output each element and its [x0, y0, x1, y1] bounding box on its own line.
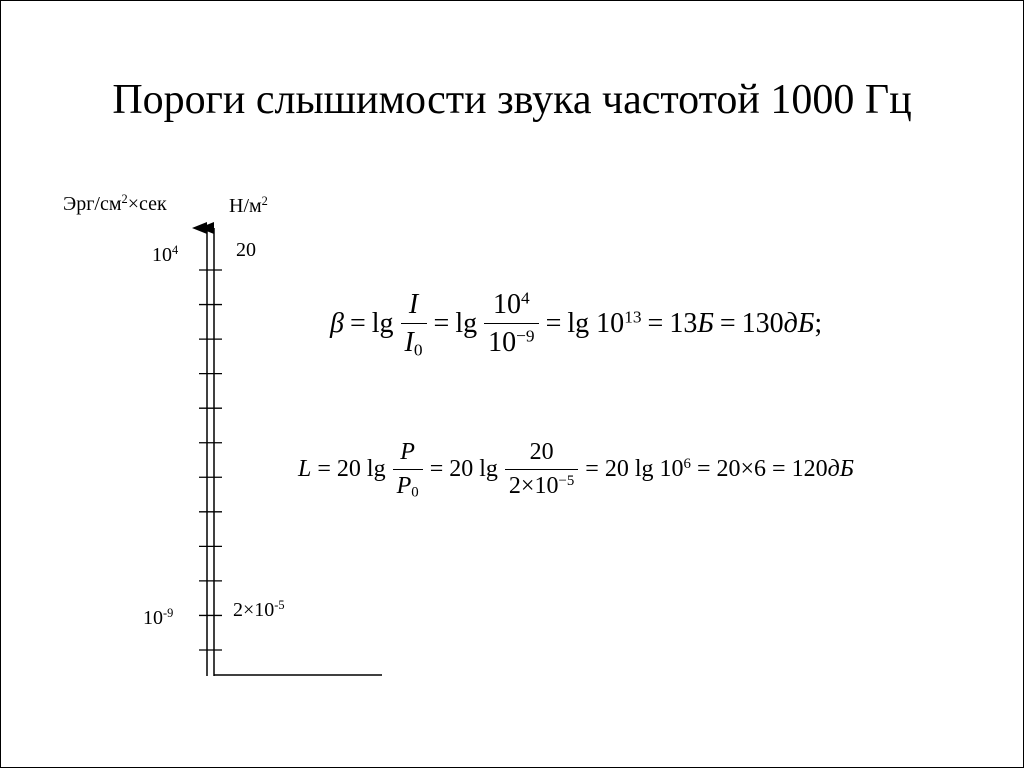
f1-semicolon: ;: [814, 307, 823, 339]
f2-eq-1: =: [317, 456, 331, 483]
f1-lg-2: lg: [455, 307, 478, 339]
beta-symbol: β: [330, 307, 344, 339]
f2-mid: 20 $\lg 10^6$: [604, 456, 691, 483]
f2-eq-5: =: [772, 456, 786, 483]
f2-denominator-value: $2\times 10^{-5}$: [505, 469, 578, 499]
f2-product: 20×6: [716, 456, 767, 483]
formula-pressure-level: [298, 440, 854, 499]
f2-eq-4: =: [696, 456, 711, 483]
f2-numerator-value: 20: [529, 439, 554, 465]
left-bottom-label-exponent: -9: [163, 606, 174, 621]
f1-eq-2: =: [433, 307, 450, 339]
f2-eq-3: =: [585, 456, 599, 483]
left-axis-unit-text: Эрг/см: [63, 193, 122, 215]
left-axis-unit-exponent: 2: [121, 192, 128, 207]
right-axis-unit-exponent: 2: [261, 194, 268, 209]
f2-decibels: 120дБ: [791, 456, 854, 483]
right-axis-unit-text: Н/м: [229, 195, 262, 217]
f1-denominator-i0: $I_0$: [401, 323, 427, 357]
f1-bels: 13Б: [669, 307, 714, 339]
f1-numerator-i: I: [408, 289, 419, 320]
f1-numerator-value: $10^4$: [493, 288, 530, 320]
right-bottom-label-base: 2×10: [233, 599, 275, 621]
f1-eq-3: =: [545, 307, 562, 339]
axis-ticks: [199, 270, 222, 650]
f1-decibels: 130дБ: [741, 307, 815, 339]
f1-eq-4: =: [647, 307, 664, 339]
left-bottom-label-base: 10: [143, 607, 163, 629]
f1-eq-1: =: [349, 307, 366, 339]
f1-fraction-intensity: [401, 290, 427, 358]
right-top-label: 20: [236, 239, 256, 261]
right-bottom-label-exponent: -5: [274, 598, 285, 613]
slide-title: Пороги слышимости звука частотой 1000 Гц: [112, 77, 912, 123]
f2-coef-2: 20 lg: [449, 456, 498, 483]
f2-denominator-p0: $P_0$: [393, 469, 423, 499]
left-top-label-base: 10: [152, 244, 172, 266]
f2-eq-2: =: [429, 456, 444, 483]
l-symbol: L: [298, 456, 312, 483]
f1-fraction-values: [484, 290, 538, 358]
f2-numerator-p: P: [400, 439, 415, 465]
formula-intensity-level: [330, 290, 822, 358]
left-axis-unit-tail: ×сек: [127, 193, 167, 215]
left-top-label-exponent: 4: [172, 243, 179, 258]
f1-eq-5: =: [719, 307, 736, 339]
f1-denominator-value: $10^{-9}$: [484, 323, 538, 357]
f2-coef: 20 lg: [336, 456, 386, 483]
f2-fraction-values: [505, 440, 578, 499]
f1-mid: $\lg 10^{13}$: [567, 307, 642, 339]
f2-fraction-pressure: [393, 440, 423, 499]
f1-lg-1: lg: [371, 307, 394, 339]
